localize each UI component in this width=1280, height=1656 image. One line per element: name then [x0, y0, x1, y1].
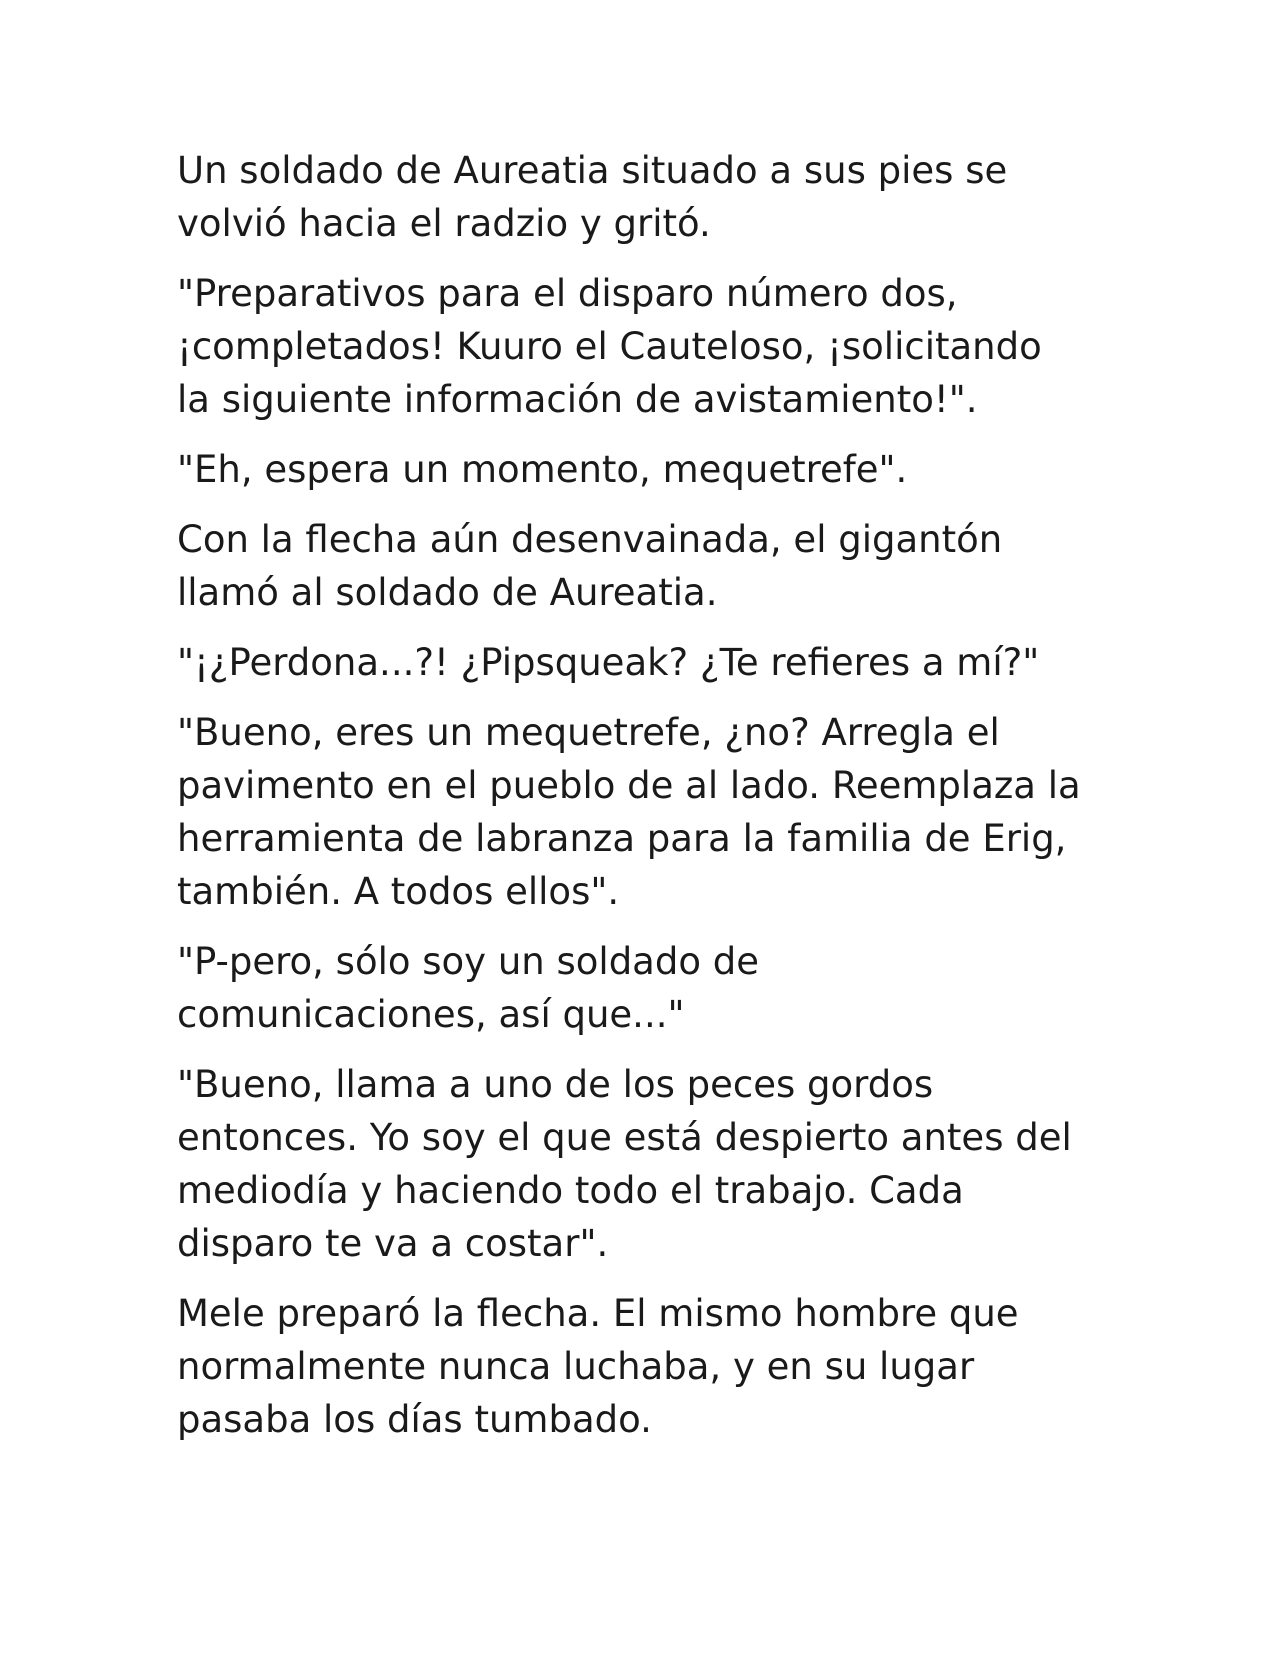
paragraph-7 [177, 935, 1117, 1041]
text-line: Con la flecha aún desenvainada, el gigantón [177, 518, 1003, 561]
paragraph-1 [177, 144, 1117, 250]
text-line: la siguiente información de avistamiento!". [177, 378, 978, 421]
text-line: pavimento en el pueblo de al lado. Reemplaza la [177, 764, 1081, 807]
text-line: Un soldado de Aureatia situado a sus pies se [177, 149, 1008, 192]
paragraph-2 [177, 267, 1117, 426]
body-text [177, 144, 1117, 1463]
text-line: herramienta de labranza para la familia de Erig, [177, 817, 1067, 860]
text-line: ¡completados! Kuuro el Cauteloso, ¡solicitando [177, 325, 1042, 368]
text-line: normalmente nunca luchaba, y en su lugar [177, 1345, 975, 1388]
text-line: disparo te va a costar". [177, 1222, 609, 1265]
paragraph-6 [177, 706, 1117, 918]
text-line: entonces. Yo soy el que está despierto antes del [177, 1116, 1072, 1159]
text-line: "Eh, espera un momento, mequetrefe". [177, 448, 908, 491]
text-line: mediodía y haciendo todo el trabajo. Cada [177, 1169, 964, 1212]
paragraph-5 [177, 636, 1117, 689]
text-line: Mele preparó la flecha. El mismo hombre que [177, 1292, 1019, 1335]
text-line: volvió hacia el radzio y gritó. [177, 202, 711, 245]
text-line: también. A todos ellos". [177, 870, 620, 913]
text-line: "¡¿Perdona...?! ¿Pipsqueak? ¿Te refieres a mí?" [177, 641, 1040, 684]
text-line: comunicaciones, así que..." [177, 993, 685, 1036]
text-line: "Bueno, eres un mequetrefe, ¿no? Arregla el [177, 711, 1000, 754]
paragraph-4 [177, 513, 1117, 619]
paragraph-9 [177, 1287, 1117, 1446]
text-line: "Bueno, llama a uno de los peces gordos [177, 1063, 934, 1106]
text-line: pasaba los días tumbado. [177, 1398, 652, 1441]
text-line: "Preparativos para el disparo número dos, [177, 272, 958, 315]
paragraph-8 [177, 1058, 1117, 1270]
text-line: "P-pero, sólo soy un soldado de [177, 940, 759, 983]
text-line: llamó al soldado de Aureatia. [177, 571, 718, 614]
paragraph-3 [177, 443, 1117, 496]
